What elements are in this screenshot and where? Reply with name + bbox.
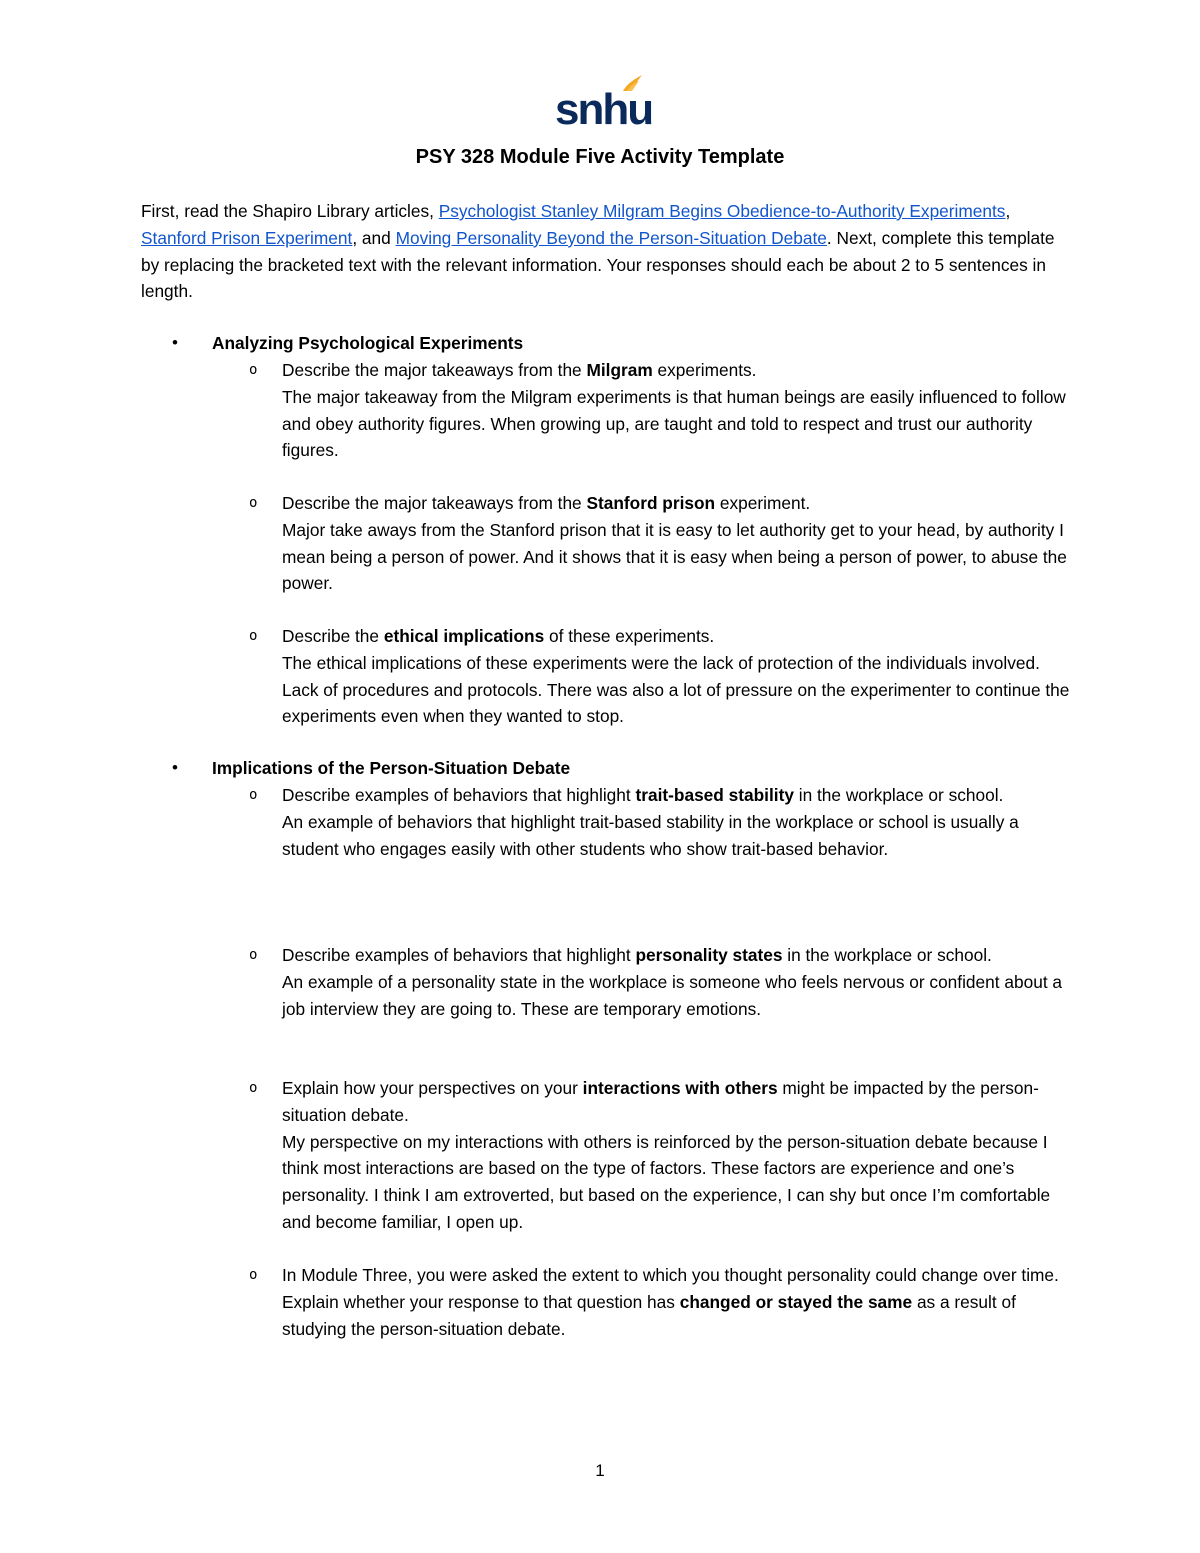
section-bullet: • bbox=[172, 333, 178, 352]
intro-text: First, read the Shapiro Library articles, bbox=[141, 201, 439, 221]
intro-paragraph bbox=[141, 198, 1071, 305]
question-trait-stability bbox=[282, 782, 1072, 862]
question-module-three bbox=[282, 1262, 1072, 1342]
question-prompt: Explain how your perspectives on your interactions with others might be impacted by the person-situation debate. bbox=[282, 1078, 1039, 1125]
logo-text: snhu bbox=[555, 85, 653, 134]
item-marker: o bbox=[249, 628, 258, 644]
question-milgram bbox=[282, 357, 1072, 464]
link-stanford-article[interactable]: Stanford Prison Experiment bbox=[141, 227, 353, 248]
question-stanford bbox=[282, 490, 1072, 597]
item-marker: o bbox=[249, 947, 258, 963]
question-prompt: In Module Three, you were asked the extent to which you thought personality could change over time. Explain whether your response to that question has changed or stayed the same as a result of studying the person-situation debate. bbox=[282, 1265, 1059, 1339]
section-bullet: • bbox=[172, 758, 178, 777]
link-personality-article[interactable]: Moving Personality Beyond the Person-Situation Debate bbox=[395, 227, 827, 248]
item-marker: o bbox=[249, 1267, 258, 1283]
question-ethical bbox=[282, 623, 1072, 730]
question-prompt: Describe examples of behaviors that highlight trait-based stability in the workplace or school. bbox=[282, 785, 1004, 805]
intro-text: , bbox=[1005, 201, 1011, 221]
item-marker: o bbox=[249, 787, 258, 803]
answer-text: Major take aways from the Stanford prison that it is easy to let authority get to your head, by authority I mean being a person of power. And it shows that it is easy when being a person of power, to abuse the power. bbox=[282, 519, 1067, 594]
answer-text: The major takeaway from the Milgram experiments is that human beings are easily influenced to follow and obey authority figures. When growing up, are taught and told to respect and trust our authority figures. bbox=[282, 386, 1066, 461]
item-marker: o bbox=[249, 1080, 258, 1096]
section-heading-experiments: Analyzing Psychological Experiments bbox=[212, 333, 524, 353]
question-interactions bbox=[282, 1075, 1072, 1236]
snhu-logo bbox=[553, 72, 653, 134]
question-prompt: Describe the major takeaways from the Milgram experiments. bbox=[282, 360, 757, 380]
page-number: 1 bbox=[595, 1461, 605, 1480]
intro-text: , and bbox=[352, 227, 396, 248]
answer-text: The ethical implications of these experiments were the lack of protection of the individuals involved. Lack of procedures and protocols. There was also a lot of pressure on the experimenter to continue the experiments even when they wanted to stop. bbox=[282, 652, 1070, 727]
answer-text: My perspective on my interactions with others is reinforced by the person-situation debate because I think most interactions are based on the type of factors. These factors are experience and one’s personality. I think I am extroverted, but based on the experience, I can shy but once I’m comfortable and become familiar, I open up. bbox=[282, 1131, 1051, 1232]
answer-text: An example of behaviors that highlight trait-based stability in the workplace or school is usually a student who engages easily with other students who show trait-based behavior. bbox=[282, 811, 1019, 859]
question-prompt: Describe examples of behaviors that highlight personality states in the workplace or school. bbox=[282, 945, 992, 965]
item-marker: o bbox=[249, 362, 258, 378]
answer-text: An example of a personality state in the workplace is someone who feels nervous or confident about a job interview they are going to. These are temporary emotions. bbox=[282, 971, 1063, 1019]
question-prompt: Describe the major takeaways from the Stanford prison experiment. bbox=[282, 493, 811, 513]
item-marker: o bbox=[249, 495, 258, 511]
section-heading-debate: Implications of the Person-Situation Debate bbox=[212, 758, 571, 778]
link-milgram-article[interactable]: Psychologist Stanley Milgram Begins Obedience-to-Authority Experiments bbox=[438, 201, 1006, 221]
question-personality-states bbox=[282, 942, 1072, 1022]
intro-text: . Next, complete this template by replacing the bracketed text with the relevant information. Your responses should each be about 2 to 5 sentences in length. bbox=[141, 227, 1055, 302]
page-title: PSY 328 Module Five Activity Template bbox=[415, 146, 785, 168]
question-prompt: Describe the ethical implications of these experiments. bbox=[282, 626, 715, 646]
